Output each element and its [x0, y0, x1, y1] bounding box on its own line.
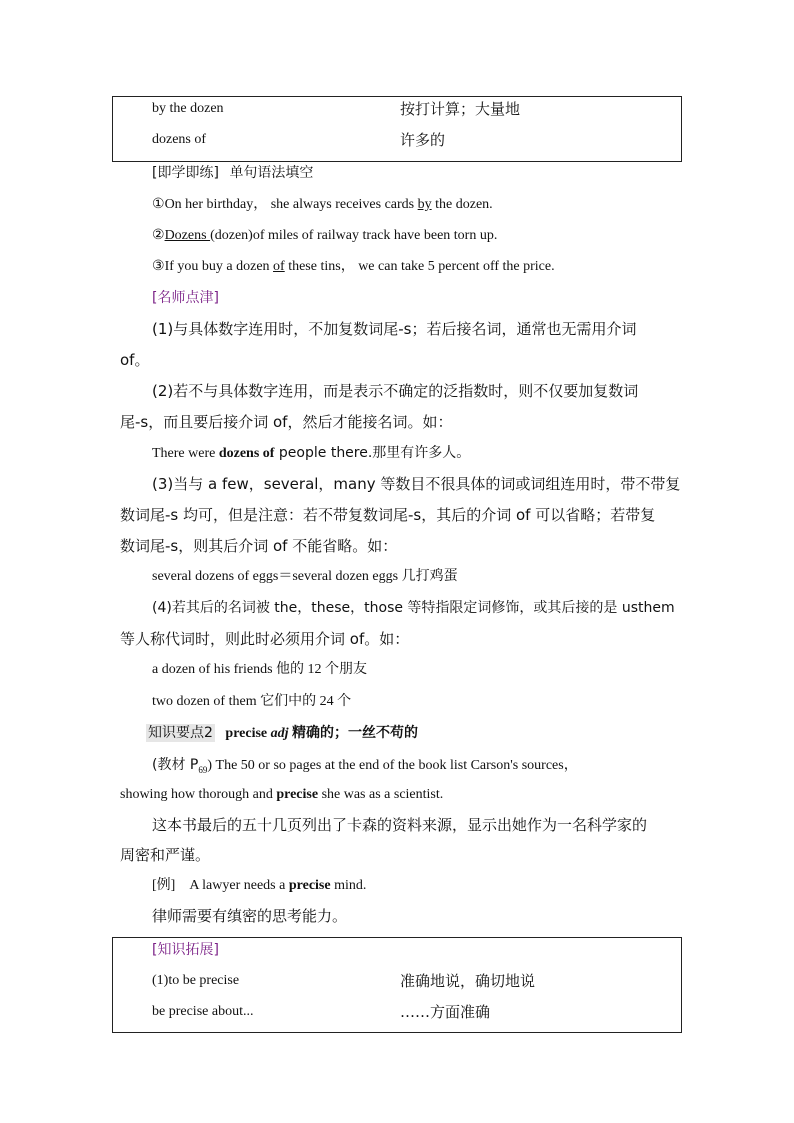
item-text: these tins， we can take 5 percent off the price. — [284, 259, 555, 274]
practice-label: [即学即练] — [152, 165, 219, 181]
example-sentence — [152, 876, 366, 896]
tips-paragraph: of。 — [120, 351, 150, 369]
tips-paragraph: (4)若其后的名词被 the，these，those 等特指限定词修饰，或其后接的是 usthem — [152, 600, 675, 616]
example-text: people there.那里有许多人。 — [274, 445, 471, 461]
item-text: If you buy a dozen — [164, 259, 274, 274]
part-of-speech: adj — [270, 726, 289, 741]
source-page: 69 — [198, 764, 208, 775]
table-row-en: dozens of — [152, 132, 207, 147]
tips-paragraph: 数词尾-s，则其后介词 of 不能省略。如： — [120, 537, 398, 555]
source-text: ) The 50 or so pages at the end of the book list Carson's sources， — [207, 758, 578, 773]
tips-paragraph: 数词尾-s 均可，但是注意：若不带复数词尾-s，其后的介词 of 可以省略；若带复 — [120, 506, 656, 524]
source-text: she was as a scientist. — [318, 787, 444, 802]
tips-example: a dozen of his friends 他的 12 个朋友 — [152, 662, 368, 677]
tips-paragraph: (2)若不与具体数字连用，而是表示不确定的泛指数时，则不仅要加复数词 — [152, 382, 639, 400]
item-number: ③ — [152, 259, 165, 274]
item-text: (dozen)of miles of railway track have been torn up. — [210, 228, 498, 243]
example-keyword: dozens of — [218, 446, 275, 461]
item-answer: by — [417, 197, 432, 212]
headword-meaning: 精确的；一丝不苟的 — [292, 725, 419, 741]
tips-paragraph: (3)当与 a few，several，many 等数目不很具体的词或词组连用时，带不带复 — [152, 475, 681, 493]
translation: 周密和严谨。 — [120, 846, 211, 864]
item-text: the dozen. — [431, 197, 493, 212]
item-number: ② — [152, 228, 165, 243]
tips-example — [152, 443, 470, 464]
table-row-cn: 准确地说，确切地说 — [400, 972, 536, 990]
practice-subheading: 单句语法填空 — [229, 165, 314, 181]
extension-heading: [知识拓展] — [152, 942, 219, 958]
item-text: On her birthday， she always receives cards — [164, 197, 418, 212]
table-row-cn: ……方面准确 — [400, 1003, 491, 1021]
item-answer: of — [273, 259, 285, 274]
source-sentence — [120, 785, 443, 805]
source-sentence — [152, 755, 578, 780]
item-number: ① — [152, 197, 165, 212]
example-keyword: precise — [288, 878, 331, 893]
example-text: mind. — [330, 878, 367, 893]
table-row-en: by the dozen — [152, 101, 224, 116]
practice-item — [152, 195, 493, 215]
example-text: There were — [152, 446, 219, 461]
table-row-en: (1)to be precise — [152, 973, 240, 988]
tips-example: several dozens of eggs＝several dozen eggs 几打鸡蛋 — [152, 569, 458, 584]
source-ref: (教材 P — [152, 757, 199, 773]
table-row-cn: 许多的 — [400, 131, 446, 149]
source-text: showing how thorough and — [120, 787, 277, 802]
tips-paragraph: (1)与具体数字连用时，不加复数词尾-s；若后接名词，通常也无需用介词 — [152, 320, 637, 338]
practice-item — [152, 257, 555, 277]
tips-paragraph: 等人称代词时，则此时必须用介词 of。如： — [120, 630, 410, 648]
tips-heading: [名师点津] — [152, 290, 219, 306]
example-label: [例] — [152, 878, 176, 893]
tips-paragraph: 尾-s，而且要后接介词 of，然后才能接名词。如： — [120, 413, 453, 431]
practice-heading — [152, 163, 313, 184]
example-text: A lawyer needs a — [189, 878, 289, 893]
tips-example: two dozen of them 它们中的 24 个 — [152, 694, 352, 709]
knowledge-point-label: 知识要点2 — [148, 725, 213, 741]
source-keyword: precise — [276, 787, 319, 802]
example-translation: 律师需要有缜密的思考能力。 — [152, 907, 348, 925]
table-row-cn: 按打计算；大量地 — [400, 100, 521, 118]
knowledge-point-heading — [146, 723, 418, 744]
item-answer: Dozens — [164, 228, 211, 243]
table-row-en: be precise about... — [152, 1004, 254, 1019]
translation: 这本书最后的五十几页列出了卡森的资料来源，显示出她作为一名科学家的 — [152, 816, 648, 834]
practice-item — [152, 226, 497, 246]
headword: precise — [225, 726, 268, 741]
